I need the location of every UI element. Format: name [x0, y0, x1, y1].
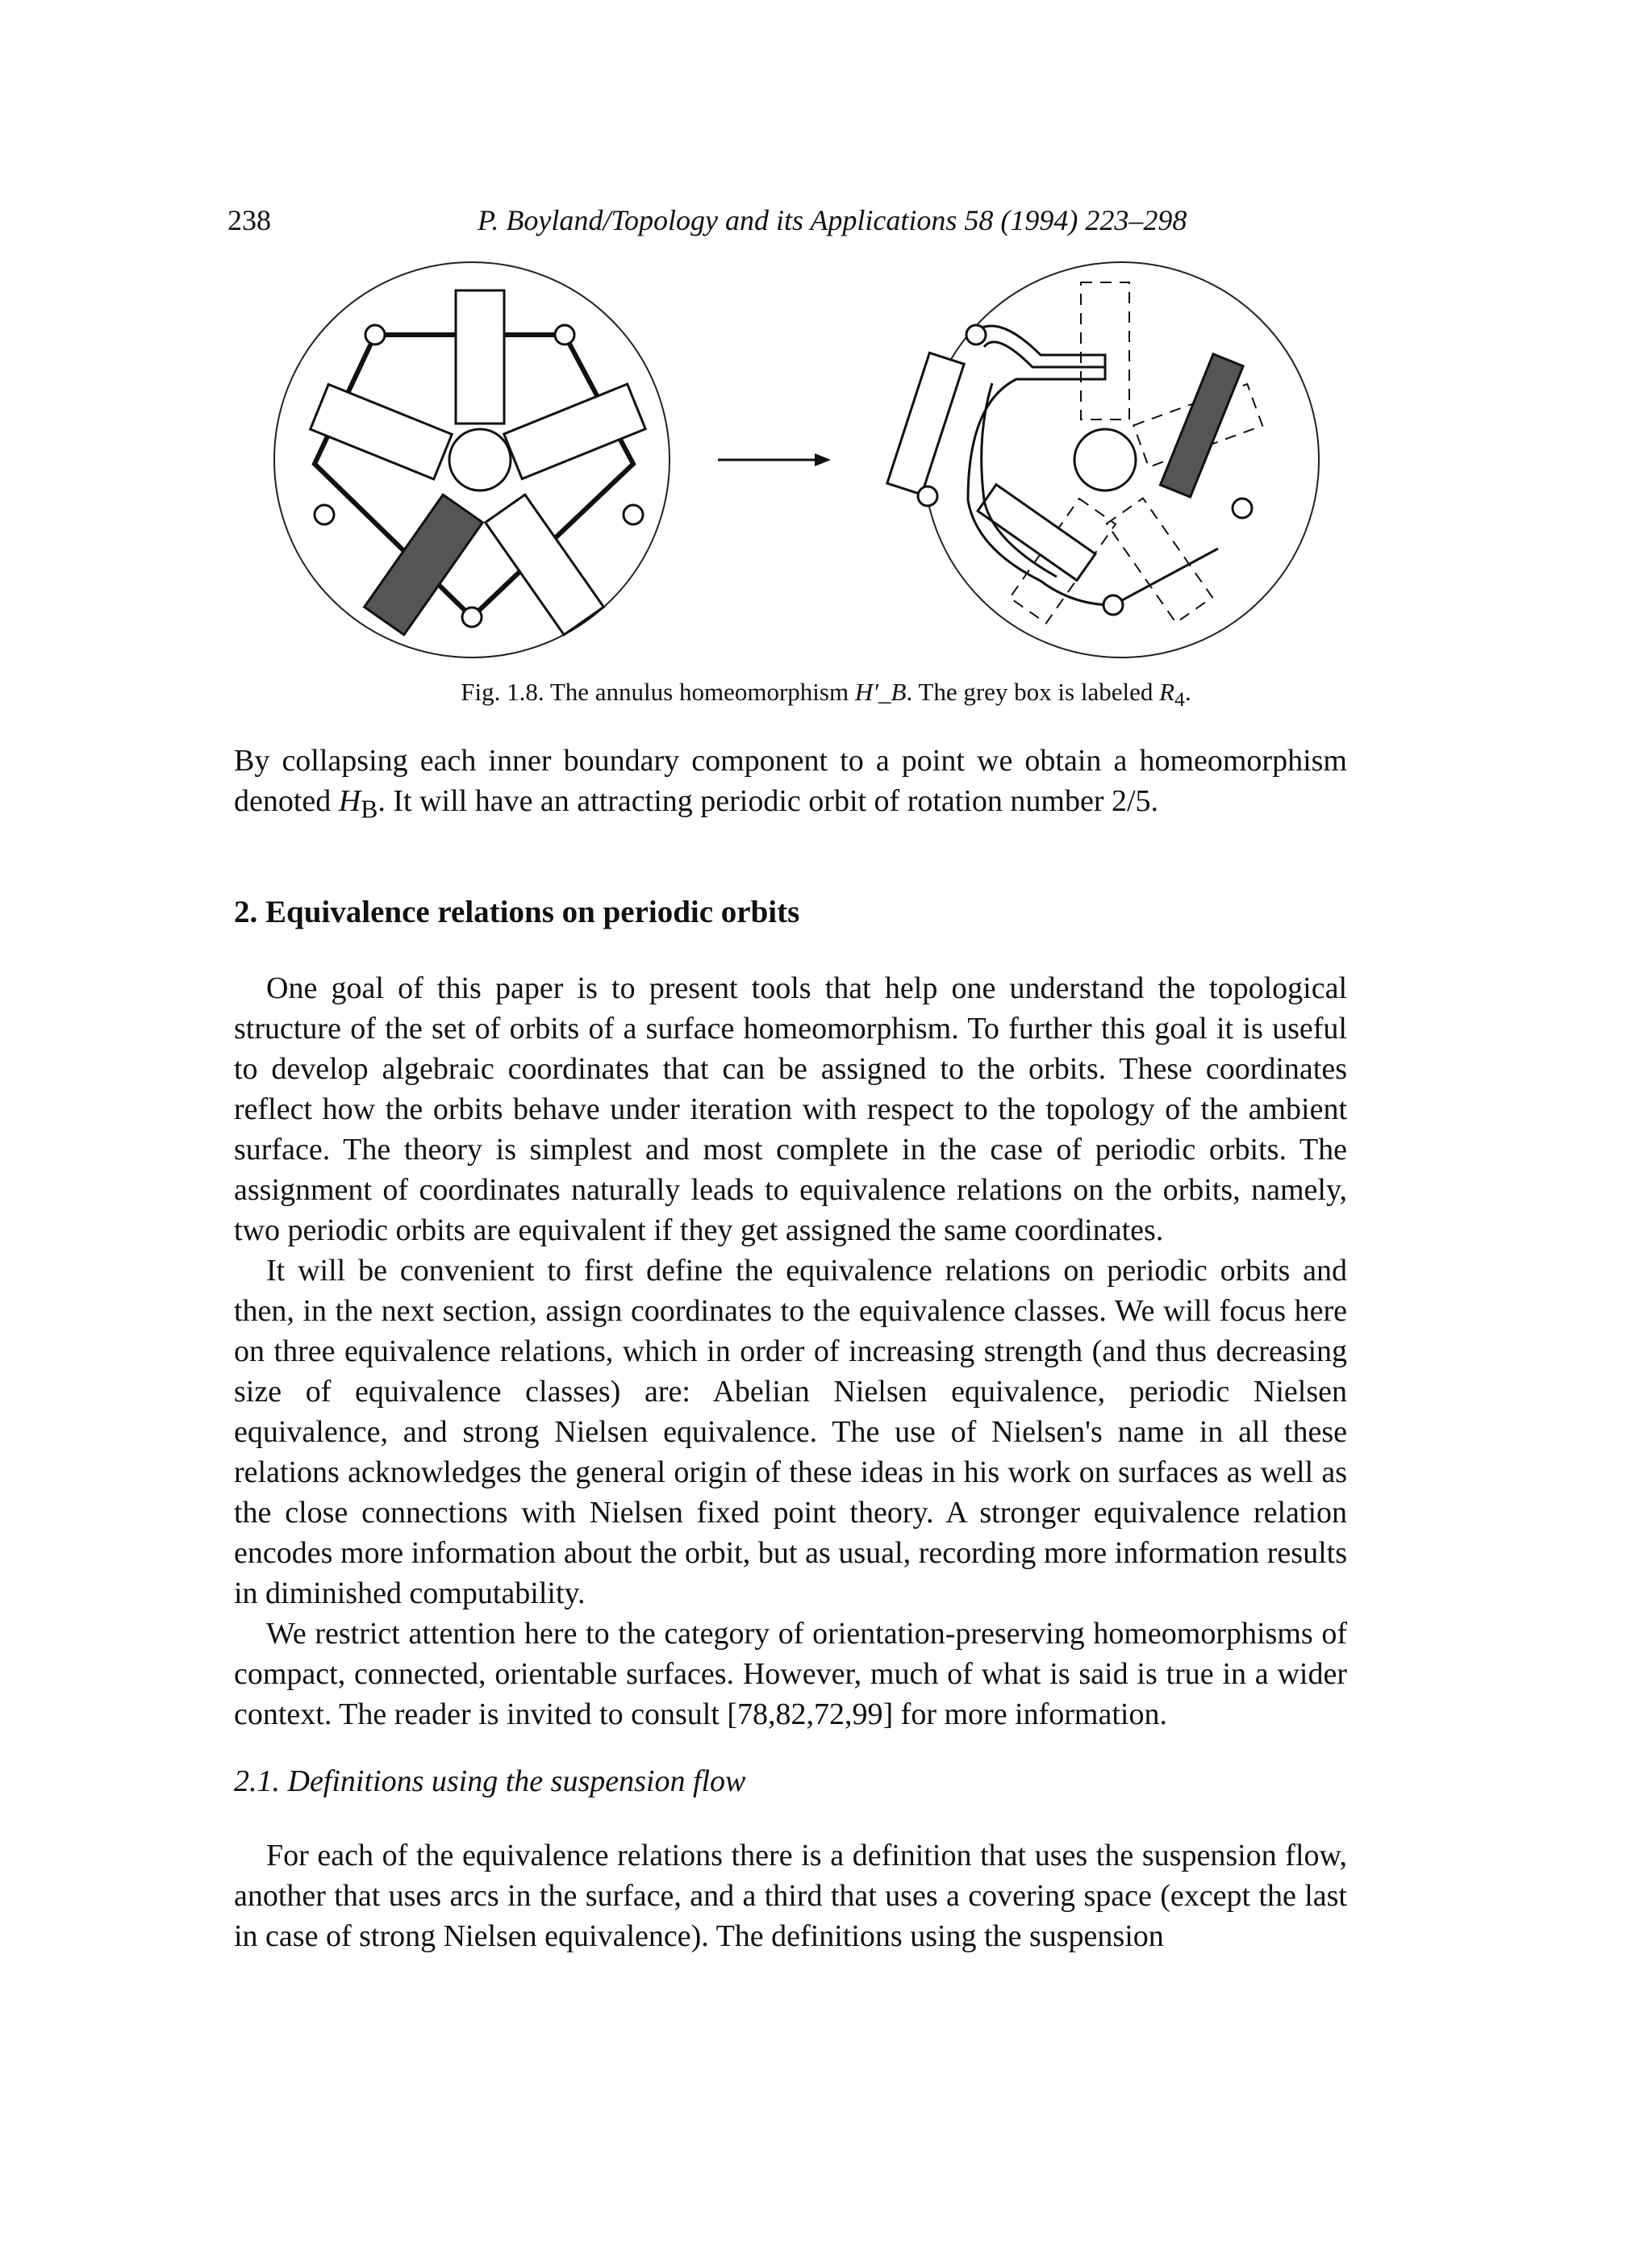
section-body [234, 968, 1347, 1735]
paragraph: For each of the equivalence relations there is a definition that uses the suspension flow, another that uses arcs in the surface, and a third that uses a covering space (except the last in case of strong Nielsen equivalence). The definitions using the suspension [234, 1839, 1347, 1953]
running-head: P. Boyland/Topology and its Applications 58 (1994) 223–298 [478, 204, 1187, 236]
mapping-arrow [718, 453, 831, 466]
page-header [227, 203, 1381, 252]
paragraph: It will be convenient to first define the equivalence relations on periodic orbits and then, in the next section, assign coordinates to the equivalence classes. We will focus here on three equivalence relations, which in order of increasing strength (and thus decreasing size of equivalence classes) are: Abelian Nielsen equivalence, periodic Nielsen equivalence, and strong Nielsen equivalence. The use of Nielsen's name in all these relations acknowledges the general origin of these ideas in his work on surfaces as well as the close connections with Nielsen fixed point theory. A stronger equivalence relation encodes more information about the orbit, but as usual, recording more information results in diminished computability. [234, 1254, 1347, 1610]
intro-paragraph: By collapsing each inner boundary component to a point we obtain a homeomorphism denoted $H_B$. It will have an attracting periodic orbit of rotation number 2/5. [234, 744, 1347, 824]
figure-caption: Fig. 1.8. The annulus homeomorphism H′_B. The grey box is labeled $R_4$. [461, 678, 1191, 712]
paragraph: One goal of this paper is to present tools that help one understand the topological structure of the set of orbits of a surface homeomorphism. To further this goal it is useful to develop algebraic coordinates that can be assigned to the orbits. These coordinates reflect how the orbits behave under iteration with respect to the topology of the ambient surface. The theory is simplest and most complete in the case of periodic orbits. The assignment of coordinates naturally leads to equivalence relations on the orbits, namely, two periodic orbits are equivalent if they get assigned the same coordinates. [234, 971, 1347, 1247]
left-annulus-diagram [274, 262, 670, 658]
section-heading: 2. Equivalence relations on periodic orbits [234, 895, 800, 929]
subsection-heading: 2.1. Definitions using the suspension flow [234, 1764, 746, 1798]
right-annulus-diagram [887, 262, 1319, 658]
paragraph: We restrict attention here to the category of orientation-preserving homeomorphisms of compact, connected, orientable surfaces. However, much of what is said is true in a wider context. The reader is invited to consult [78,82,72,99] for more information. [234, 1617, 1347, 1731]
page-number: 238 [227, 204, 271, 236]
figure-annulus-homeomorphism [266, 258, 1363, 670]
subsection-body [234, 1835, 1347, 1956]
